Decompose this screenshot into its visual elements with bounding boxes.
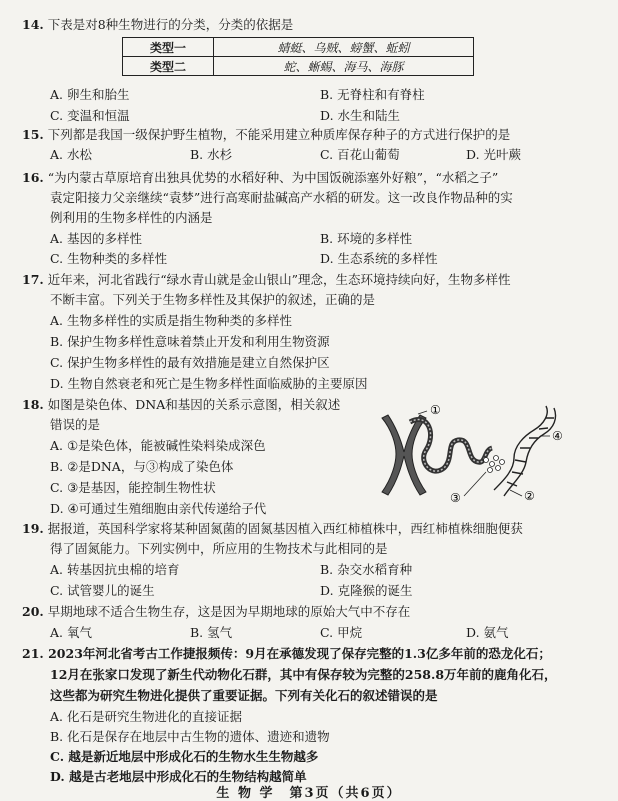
q14-option-b: B. 无脊柱和有脊柱 bbox=[320, 87, 425, 102]
q17-option-b: B. 保护生物多样性意味着禁止开发和利用生物资源 bbox=[50, 334, 330, 349]
q15-option-c: C. 百花山葡萄 bbox=[320, 147, 400, 162]
table-value-cell: 蛇、蜥蜴、海马、海豚 bbox=[214, 57, 474, 76]
q16-number: 16. bbox=[22, 170, 44, 185]
q19-option-d: D. 克隆猴的诞生 bbox=[320, 583, 413, 598]
q21-option-b: B. 化石是保存在地层中古生物的遗体、遗迹和遗物 bbox=[50, 729, 330, 744]
q19-text-1: 据报道，英国科学家将某种固氮菌的固氮基因植入西红柿植株中，西红柿植株细胞便获 bbox=[47, 521, 523, 536]
q21-option-c: C. 越是新近地层中形成化石的生物水生生物越多 bbox=[50, 749, 319, 764]
q21-text-1: 2023年河北省考古工作捷报频传：9月在承德发现了保存完整的1.3亿多年前的恐龙化石； bbox=[48, 646, 551, 661]
q16-text-1: “为内蒙古草原培育出独具优势的水稻好种、为中国饭碗添塞外好粮”，“水稻之子” bbox=[47, 170, 499, 185]
figure-label-1: ① bbox=[430, 403, 441, 417]
q14-number: 14. bbox=[22, 17, 44, 32]
q19-option-a: A. 转基因抗虫棉的培育 bbox=[50, 562, 180, 577]
q18-number: 18. bbox=[22, 397, 44, 412]
q21-option-d: D. 越是古老地层中形成化石的生物结构越简单 bbox=[50, 769, 307, 784]
q17-stem-2: 不断丰富。下列关于生物多样性及其保护的叙述，正确的是 bbox=[50, 292, 376, 307]
q21-stem-3: 这些都为研究生物进化提供了重要证据。下列有关化石的叙述错误的是 bbox=[50, 688, 438, 703]
q16-option-d: D. 生态系统的多样性 bbox=[320, 251, 438, 266]
figure-label-3: ③ bbox=[450, 491, 461, 505]
q14-text: 下表是对8种生物进行的分类，分类的依据是 bbox=[47, 17, 294, 32]
q17-option-d: D. 生物自然衰老和死亡是生物多样性面临威胁的主要原因 bbox=[50, 376, 368, 391]
q15-number: 15. bbox=[22, 127, 44, 142]
q18-option-a: A. ①是染色体，能被碱性染料染成深色 bbox=[50, 438, 266, 453]
protein-beads bbox=[484, 456, 505, 473]
q17-stem-1 bbox=[22, 272, 511, 288]
classification-table bbox=[122, 37, 474, 76]
coiled-strand bbox=[410, 420, 492, 472]
table-row bbox=[123, 38, 474, 57]
q16-stem-1 bbox=[22, 170, 498, 186]
q14-stem bbox=[22, 17, 293, 33]
q20-option-c: C. 甲烷 bbox=[320, 625, 363, 640]
q17-option-c: C. 保护生物多样性的最有效措施是建立自然保护区 bbox=[50, 355, 330, 370]
q20-option-a: A. 氧气 bbox=[50, 625, 92, 640]
q15-stem bbox=[22, 127, 510, 143]
q16-option-c: C. 生物种类的多样性 bbox=[50, 251, 168, 266]
q15-option-a: A. 水松 bbox=[50, 147, 92, 162]
q17-number: 17. bbox=[22, 272, 44, 287]
q16-option-b: B. 环境的多样性 bbox=[320, 231, 413, 246]
q20-stem bbox=[22, 604, 410, 620]
q14-option-a: A. 卵生和胎生 bbox=[50, 87, 130, 102]
q15-option-d: D. 光叶蕨 bbox=[466, 147, 522, 162]
table-value-cell: 蜻蜓、乌贼、螃蟹、蚯蚓 bbox=[214, 38, 474, 57]
q21-number: 21. bbox=[22, 646, 44, 661]
q21-stem-2: 12月在张家口发现了新生代动物化石群，其中有保存较为完整的258.8万年前的鹿角化石， bbox=[50, 667, 557, 682]
q18-option-d: D. ④可通过生殖细胞由亲代传递给子代 bbox=[50, 501, 267, 516]
table-type-cell: 类型二 bbox=[123, 57, 214, 76]
q16-stem-3: 例利用的生物多样性的内涵是 bbox=[50, 210, 213, 225]
q19-stem-2: 得了固氮能力。下列实例中，所应用的生物技术与此相同的是 bbox=[50, 541, 388, 556]
table-row bbox=[123, 57, 474, 76]
q18-stem-2: 错误的是 bbox=[50, 417, 101, 432]
q19-stem-1 bbox=[22, 521, 523, 537]
q15-text: 下列都是我国一级保护野生植物，不能采用建立种质库保存种子的方式进行保护的是 bbox=[47, 127, 511, 142]
q17-option-a: A. 生物多样性的实质是指生物种类的多样性 bbox=[50, 313, 292, 328]
q15-option-b: B. 水杉 bbox=[190, 147, 233, 162]
q17-text-1: 近年来，河北省践行“绿水青山就是金山银山”理念，生态环境持续向好，生物多样性 bbox=[47, 272, 511, 287]
q20-number: 20. bbox=[22, 604, 44, 619]
q16-option-a: A. 基因的多样性 bbox=[50, 231, 142, 246]
table-type-cell: 类型一 bbox=[123, 38, 214, 57]
q19-number: 19. bbox=[22, 521, 44, 536]
chromosome-dna-figure bbox=[374, 400, 564, 508]
q18-text-1: 如图是染色体、DNA和基因的关系示意图，相关叙述 bbox=[47, 397, 341, 412]
q20-option-b: B. 氢气 bbox=[190, 625, 233, 640]
q21-option-a: A. 化石是研究生物进化的直接证据 bbox=[50, 709, 242, 724]
q18-option-c: C. ③是基因，能控制生物性状 bbox=[50, 480, 216, 495]
q14-option-d: D. 水生和陆生 bbox=[320, 108, 401, 123]
q18-stem-1 bbox=[22, 397, 340, 413]
q20-text: 早期地球不适合生物生存，这是因为早期地球的原始大气中不存在 bbox=[47, 604, 411, 619]
q21-stem-1 bbox=[22, 646, 551, 662]
q18-option-b: B. ②是DNA，与③构成了染色体 bbox=[50, 459, 234, 474]
page-footer: 生 物 学 第3页（共6页） bbox=[216, 786, 402, 801]
figure-label-2: ② bbox=[524, 489, 535, 503]
chromosome-shape bbox=[382, 415, 426, 495]
q14-option-c: C. 变温和恒温 bbox=[50, 108, 130, 123]
q20-option-d: D. 氨气 bbox=[466, 625, 509, 640]
q19-option-b: B. 杂交水稻育种 bbox=[320, 562, 413, 577]
q19-option-c: C. 试管婴儿的诞生 bbox=[50, 583, 155, 598]
q16-stem-2: 袁定阳接力父亲继续“袁梦”进行高寒耐盐碱高产水稻的研发。这一改良作物品种的实 bbox=[50, 190, 513, 205]
figure-label-4: ④ bbox=[552, 429, 563, 443]
dna-double-helix bbox=[494, 406, 556, 496]
